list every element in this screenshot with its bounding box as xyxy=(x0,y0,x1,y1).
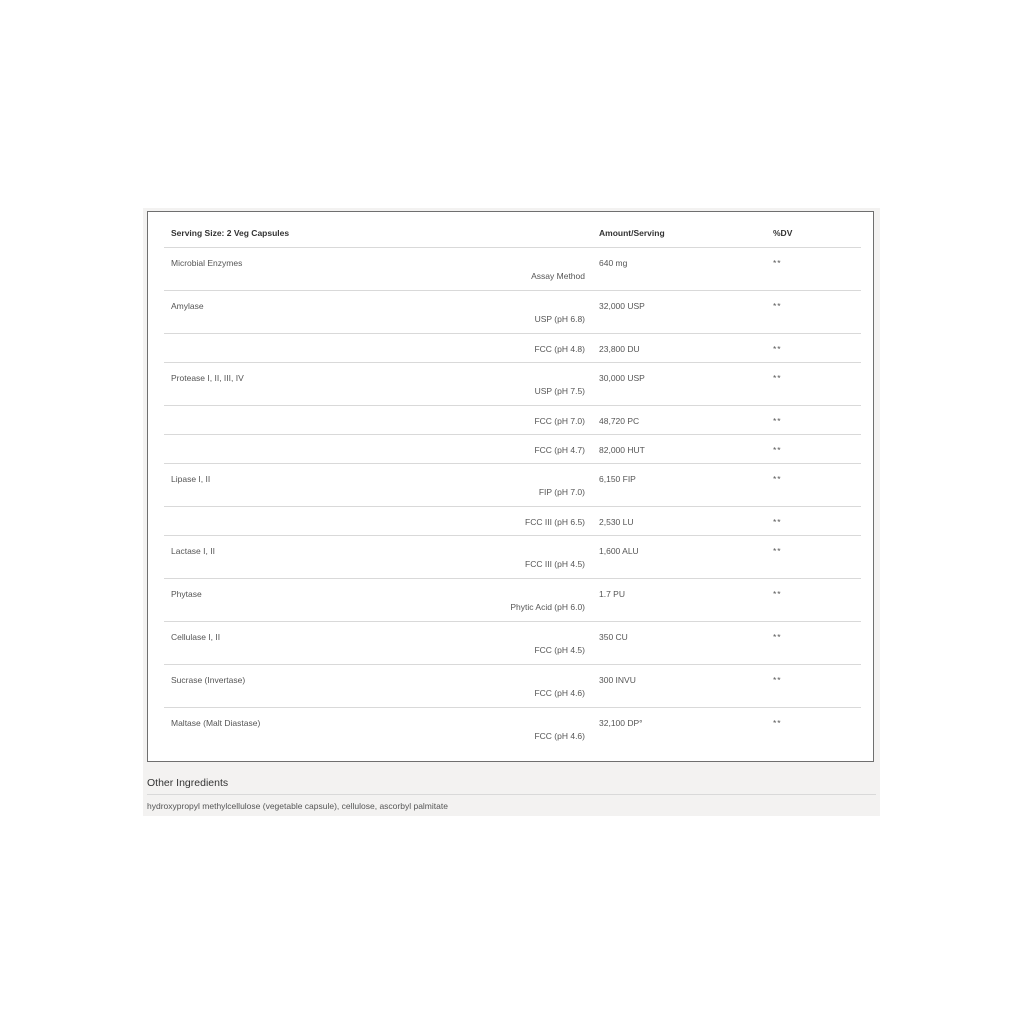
assay-method: USP (pH 7.5) xyxy=(534,385,585,396)
amount-value: 640 mg xyxy=(599,257,628,268)
amount-value: 48,720 PC xyxy=(599,415,640,426)
ingredient-cell xyxy=(164,333,599,362)
ingredient-name: Phytase xyxy=(171,588,202,599)
other-ingredients-text: hydroxypropyl methylcellulose (vegetable capsule), cellulose, ascorbyl palmitate xyxy=(147,801,448,811)
table-row xyxy=(164,405,861,434)
dv-cell xyxy=(773,290,861,333)
dv-value: ** xyxy=(773,674,782,685)
ingredient-name: Sucrase (Invertase) xyxy=(171,674,246,685)
dv-cell xyxy=(773,247,861,290)
other-ingredients-heading: Other Ingredients xyxy=(147,777,876,795)
table-row xyxy=(164,578,861,621)
assay-method: Assay Method xyxy=(531,270,585,281)
amount-cell xyxy=(599,405,773,434)
amount-cell xyxy=(599,707,773,750)
assay-method: FCC (pH 4.8) xyxy=(534,343,585,354)
ingredient-cell xyxy=(164,405,599,434)
assay-method: FCC III (pH 4.5) xyxy=(525,558,585,569)
ingredient-name: Lactase I, II xyxy=(171,545,215,556)
assay-method: FCC (pH 4.6) xyxy=(534,687,585,698)
dv-cell xyxy=(773,664,861,707)
table-row xyxy=(164,664,861,707)
assay-method: USP (pH 6.8) xyxy=(534,313,585,324)
amount-value: 82,000 HUT xyxy=(599,444,645,455)
amount-value: 30,000 USP xyxy=(599,372,645,383)
serving-size-header: Serving Size: 2 Veg Capsules xyxy=(164,212,599,247)
assay-method: FCC (pH 4.6) xyxy=(534,730,585,741)
dv-cell xyxy=(773,333,861,362)
dv-cell xyxy=(773,405,861,434)
amount-cell xyxy=(599,463,773,506)
ingredient-cell xyxy=(164,707,599,750)
table-row xyxy=(164,362,861,405)
amount-value: 300 INVU xyxy=(599,674,636,685)
amount-value: 32,100 DP° xyxy=(599,717,643,728)
table-row xyxy=(164,707,861,750)
ingredient-cell xyxy=(164,290,599,333)
dv-cell xyxy=(773,535,861,578)
amount-value: 32,000 USP xyxy=(599,300,645,311)
dv-cell xyxy=(773,578,861,621)
dv-value: ** xyxy=(773,545,782,556)
amount-value: 6,150 FIP xyxy=(599,473,636,484)
ingredient-cell xyxy=(164,578,599,621)
amount-header: Amount/Serving xyxy=(599,212,773,247)
table-row xyxy=(164,290,861,333)
ingredient-cell xyxy=(164,434,599,463)
dv-cell xyxy=(773,621,861,664)
dv-value: ** xyxy=(773,717,782,728)
assay-method: Phytic Acid (pH 6.0) xyxy=(510,601,585,612)
amount-cell xyxy=(599,333,773,362)
amount-cell xyxy=(599,506,773,535)
dv-cell xyxy=(773,463,861,506)
dv-cell xyxy=(773,434,861,463)
assay-method: FCC (pH 4.7) xyxy=(534,444,585,455)
amount-value: 1,600 ALU xyxy=(599,545,639,556)
dv-value: ** xyxy=(773,473,782,484)
amount-cell xyxy=(599,578,773,621)
amount-cell xyxy=(599,434,773,463)
ingredient-name: Microbial Enzymes xyxy=(171,257,243,268)
ingredient-name: Maltase (Malt Diastase) xyxy=(171,717,261,728)
dv-header: %DV xyxy=(773,212,861,247)
dv-value: ** xyxy=(773,257,782,268)
dv-value: ** xyxy=(773,343,782,354)
assay-method: FCC III (pH 6.5) xyxy=(525,516,585,527)
supplement-facts-table xyxy=(164,212,861,750)
dv-value: ** xyxy=(773,588,782,599)
dv-value: ** xyxy=(773,372,782,383)
amount-cell xyxy=(599,664,773,707)
dv-value: ** xyxy=(773,300,782,311)
amount-value: 350 CU xyxy=(599,631,628,642)
table-row xyxy=(164,506,861,535)
table-row xyxy=(164,333,861,362)
ingredient-cell xyxy=(164,506,599,535)
amount-cell xyxy=(599,621,773,664)
supplement-facts-box xyxy=(147,211,874,762)
table-header-row xyxy=(164,212,861,247)
table-row xyxy=(164,463,861,506)
table-row xyxy=(164,621,861,664)
table-row xyxy=(164,247,861,290)
ingredient-cell xyxy=(164,463,599,506)
amount-value: 23,800 DU xyxy=(599,343,640,354)
dv-value: ** xyxy=(773,415,782,426)
amount-cell xyxy=(599,362,773,405)
dv-cell xyxy=(773,506,861,535)
ingredient-name: Amylase xyxy=(171,300,204,311)
dv-cell xyxy=(773,707,861,750)
ingredient-cell xyxy=(164,362,599,405)
ingredient-cell xyxy=(164,621,599,664)
assay-method: FIP (pH 7.0) xyxy=(538,486,585,497)
amount-cell xyxy=(599,535,773,578)
amount-cell xyxy=(599,290,773,333)
table-row xyxy=(164,434,861,463)
amount-value: 1.7 PU xyxy=(599,588,625,599)
facts-body xyxy=(164,247,861,750)
dv-cell xyxy=(773,362,861,405)
assay-method: FCC (pH 7.0) xyxy=(534,415,585,426)
assay-method: FCC (pH 4.5) xyxy=(534,644,585,655)
supplement-facts-panel xyxy=(143,208,880,816)
ingredient-name: Lipase I, II xyxy=(171,473,211,484)
ingredient-cell xyxy=(164,664,599,707)
dv-value: ** xyxy=(773,444,782,455)
table-row xyxy=(164,535,861,578)
dv-value: ** xyxy=(773,516,782,527)
ingredient-cell xyxy=(164,535,599,578)
ingredient-name: Cellulase I, II xyxy=(171,631,221,642)
amount-cell xyxy=(599,247,773,290)
amount-value: 2,530 LU xyxy=(599,516,634,527)
ingredient-name: Protease I, II, III, IV xyxy=(171,372,244,383)
dv-value: ** xyxy=(773,631,782,642)
ingredient-cell xyxy=(164,247,599,290)
